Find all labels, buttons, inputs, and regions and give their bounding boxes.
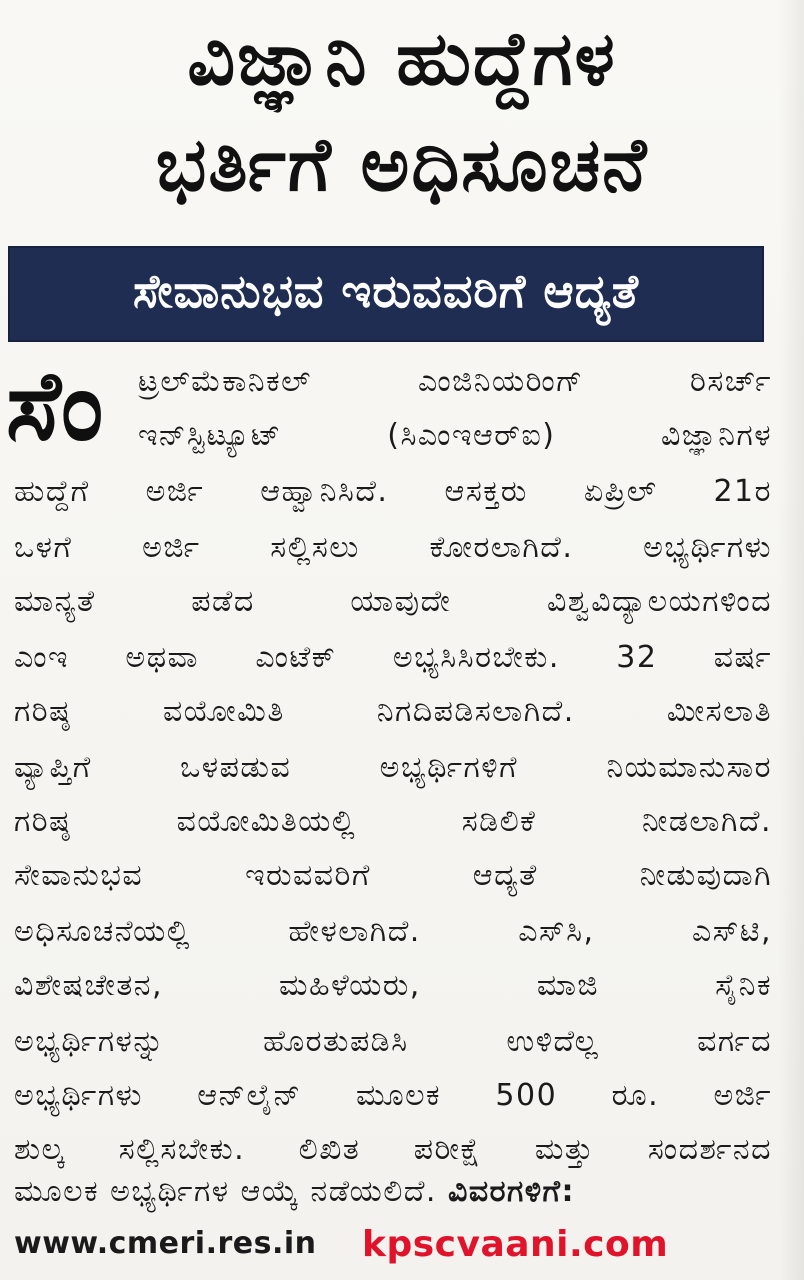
article-line-14: ಅಭ್ಯರ್ಥಿಗಳು ಆನ್‌ಲೈನ್ ಮೂಲಕ 500 ರೂ. ಅರ್ಜಿ xyxy=(14,1078,772,1113)
details-label: ವಿವರಗಳಿಗೆ: xyxy=(447,1174,575,1209)
article-line-11: ಅಧಿಸೂಚನೆಯಲ್ಲಿ ಹೇಳಲಾಗಿದೆ. ಎಸ್‌ಸಿ, ಎಸ್‌ಟಿ, xyxy=(14,914,772,949)
article-line-10: ಸೇವಾನುಭವ ಇರುವವರಿಗೆ ಆದ್ಯತೆ ನೀಡುವುದಾಗಿ xyxy=(14,858,772,893)
paper-edge-shadow xyxy=(778,0,804,1280)
article-line-2: ಇನ್‌ಸ್ಟಿಟ್ಯೂಟ್ (ಸಿಎಂಇಆರ್‌ಐ) ವಿಜ್ಞಾನಿಗಳ xyxy=(138,418,772,453)
article-line-15: ಶುಲ್ಕ ಸಲ್ಲಿಸಬೇಕು. ಲಿಖಿತ ಪರೀಕ್ಷೆ ಮತ್ತು ಸಂದರ್ಶನದ xyxy=(14,1132,772,1167)
article-line-9: ಗರಿಷ್ಠ ವಯೋಮಿತಿಯಲ್ಲಿ ಸಡಿಲಿಕೆ ನೀಡಲಾಗಿದೆ. xyxy=(14,804,772,839)
headline-line-2: ಭರ್ತಿಗೆ ಅಧಿಸೂಚನೆ xyxy=(155,122,649,208)
article-line-4: ಒಳಗೆ ಅರ್ಜಿ ಸಲ್ಲಿಸಲು ಕೋರಲಾಗಿದೆ. ಅಭ್ಯರ್ಥಿಗಳು xyxy=(14,530,772,565)
drop-cap: ಸೆಂ xyxy=(6,350,100,462)
article-line-8: ವ್ಯಾಪ್ತಿಗೆ ಒಳಪಡುವ ಅಭ್ಯರ್ಥಿಗಳಿಗೆ ನಿಯಮಾನುಸಾರ xyxy=(14,750,772,785)
article-line-12: ವಿಶೇಷಚೇತನ, ಮಹಿಳೆಯರು, ಮಾಜಿ ಸೈನಿಕ xyxy=(14,968,772,1003)
subheadline-banner xyxy=(8,246,764,342)
article-line-1: ಟ್ರಲ್‌ಮೆಕಾನಿಕಲ್ ಎಂಜಿನಿಯರಿಂಗ್ ರಿಸರ್ಚ್ xyxy=(138,364,772,399)
article-line-16 xyxy=(14,1174,772,1210)
subheadline-text: ಸೇವಾನುಭವ ಇರುವವರಿಗೆ ಆದ್ಯತೆ xyxy=(132,264,640,318)
article-line-3: ಹುದ್ದೆಗೆ ಅರ್ಜಿ ಆಹ್ವಾನಿಸಿದೆ. ಆಸಕ್ತರು ಏಪ್ರಿಲ್ 21ರ xyxy=(14,474,772,509)
article-line-16-text: ಮೂಲಕ ಅಭ್ಯರ್ಥಿಗಳ ಆಯ್ಕೆ ನಡೆಯಲಿದೆ. xyxy=(14,1174,437,1209)
article-line-13: ಅಭ್ಯರ್ಥಿಗಳನ್ನು ಹೊರತುಪಡಿಸಿ ಉಳಿದೆಲ್ಲ ವರ್ಗದ xyxy=(14,1024,772,1059)
headline-line-1: ವಿಜ್ಞಾನಿ ಹುದ್ದೆಗಳ xyxy=(187,16,617,102)
article-line-6: ಎಂಇ ಅಥವಾ ಎಂಟೆಕ್ ಅಭ್ಯಸಿಸಿರಬೇಕು. 32 ವರ್ಷ xyxy=(14,640,772,675)
article-line-5: ಮಾನ್ಯತೆ ಪಡೆದ ಯಾವುದೇ ವಿಶ್ವವಿದ್ಯಾಲಯಗಳಿಂದ xyxy=(14,584,772,619)
source-url: www.cmeri.res.in xyxy=(14,1226,317,1261)
article-line-7: ಗರಿಷ್ಠ ವಯೋಮಿತಿ ನಿಗದಿಪಡಿಸಲಾಗಿದೆ. ಮೀಸಲಾತಿ xyxy=(14,694,772,729)
watermark-brand: kpscvaani.com xyxy=(362,1224,669,1265)
